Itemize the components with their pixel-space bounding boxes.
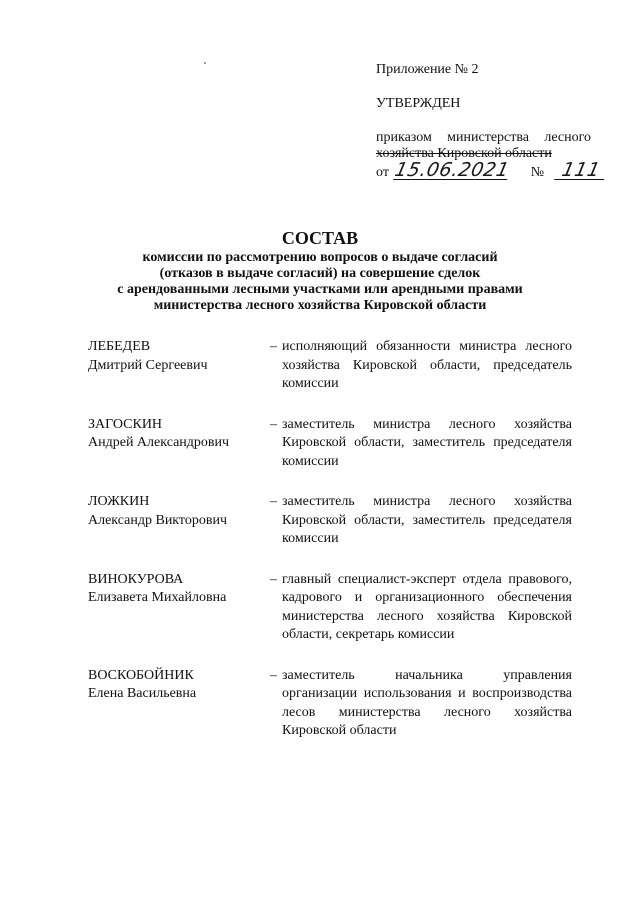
document-title: СОСТАВ (281, 228, 359, 248)
subtitle-line-4: министерства лесного хозяйства Кировской области (153, 298, 487, 313)
member-name (88, 667, 268, 741)
handwritten-date: 15.06.2021 (392, 159, 512, 181)
number-label: № (530, 165, 545, 180)
member-dash: – (270, 667, 277, 683)
member-role: заместитель министра лесного хозяйства Кировской области, заместитель председателя комиссии (282, 494, 572, 546)
member-given-names: Елена Васильевна (88, 686, 197, 701)
from-label: от (376, 165, 389, 180)
member-role: главный специалист-эксперт отдела правового, кадрового и организационного обеспечения министерства лесного хозяйства Кировской области, секретарь комиссии (282, 571, 572, 642)
member-given-names: Александр Викторович (88, 512, 228, 528)
member-given-names: Дмитрий Сергеевич (88, 357, 208, 373)
member-role: заместитель министра лесного хозяйства Кировской области, заместитель председателя комиссии (282, 416, 572, 469)
member-surname: ЛОЖКИН (88, 494, 150, 509)
appendix-label: Приложение № 2 (376, 62, 479, 77)
member-entry (88, 338, 588, 394)
order-date-number-row (376, 159, 603, 181)
member-role: исполняющий обязанности министра лесного хозяйства Кировской области, председатель комиссии (282, 339, 572, 391)
member-dash: – (270, 416, 277, 432)
subtitle-line-3: с арендованными лесными участками или арендными правами (117, 282, 523, 297)
member-name (88, 571, 268, 645)
member-entry (88, 667, 588, 741)
member-surname: ВОСКОБОЙНИК (88, 667, 194, 683)
document-title-block (60, 228, 580, 314)
member-entry (88, 416, 588, 472)
member-name (88, 338, 268, 394)
member-dash: – (270, 494, 277, 509)
member-role: заместитель начальника управления организации использования и воспроизводства лесов министерства лесного хозяйства Кировской области (282, 667, 572, 738)
member-name (88, 493, 268, 549)
member-name (88, 416, 268, 472)
scan-speck (204, 62, 206, 64)
member-entry (88, 493, 588, 549)
subtitle-line-1: комиссии по рассмотрению вопросов о выдаче согласий (142, 250, 498, 265)
member-given-names: Елизавета Михайловна (88, 590, 227, 605)
commission-members-list (88, 338, 588, 763)
member-surname: ЛЕБЕДЕВ (88, 339, 151, 354)
approval-block (376, 62, 603, 181)
member-dash: – (270, 339, 277, 354)
handwritten-number: 111 (554, 162, 608, 180)
approved-label: УТВЕРЖДЕН (376, 96, 461, 111)
subtitle-line-2: (отказов в выдаче согласий) на совершение сделок (159, 266, 481, 281)
member-dash: – (270, 571, 277, 587)
order-line-1: приказом министерства лесного (376, 130, 591, 145)
member-surname: ВИНОКУРОВА (88, 571, 184, 587)
member-given-names: Андрей Александрович (88, 435, 230, 450)
member-surname: ЗАГОСКИН (88, 416, 163, 432)
member-entry (88, 571, 588, 645)
order-line-2: хозяйства Кировской области (376, 146, 552, 161)
